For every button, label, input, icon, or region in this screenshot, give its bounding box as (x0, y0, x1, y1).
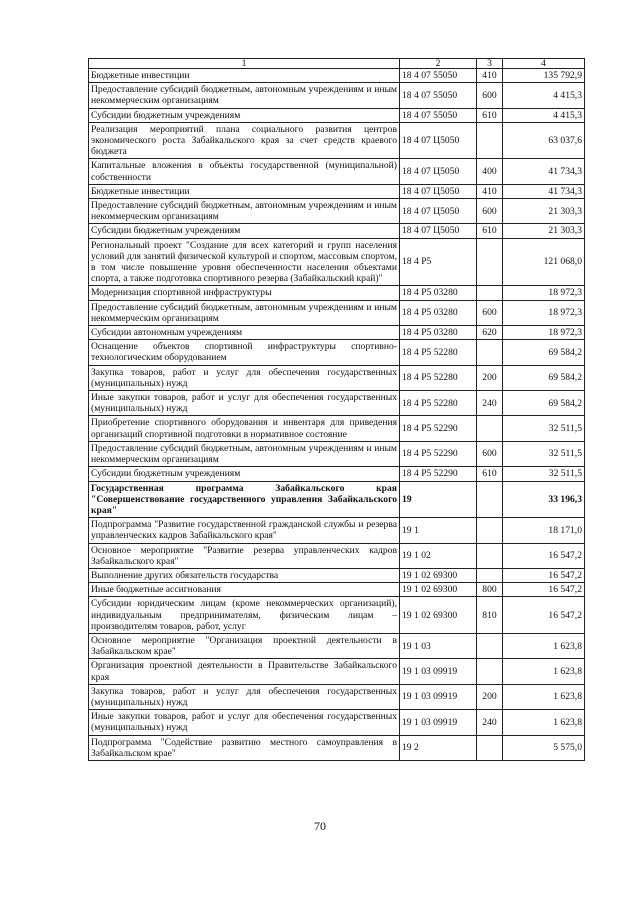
cell-expense-type: 410 (477, 69, 503, 83)
cell-amount: 32 511,5 (503, 441, 585, 466)
header-col-4: 4 (503, 59, 585, 69)
cell-name: Иные закупки товаров, работ и услуг для обеспечения государственных (муниципальных) нужд (89, 391, 400, 416)
cell-expense-type: 810 (477, 597, 503, 634)
cell-code: 18 4 P5 52290 (400, 416, 477, 441)
table-row (89, 300, 585, 325)
cell-code: 19 1 (400, 518, 477, 543)
cell-name: Предоставление субсидий бюджетным, автономным учреждениям и иным некоммерческим организациям (89, 199, 400, 224)
table-row (89, 633, 585, 658)
cell-code: 18 4 P5 52280 (400, 365, 477, 390)
table-row (89, 735, 585, 760)
cell-expense-type: 800 (477, 583, 503, 597)
cell-amount: 18 171,0 (503, 518, 585, 543)
cell-amount: 4 415,3 (503, 108, 585, 122)
cell-name: Выполнение других обязательств государства (89, 568, 400, 582)
table-row (89, 543, 585, 568)
cell-amount: 1 623,8 (503, 710, 585, 735)
cell-expense-type: 610 (477, 224, 503, 238)
cell-amount: 69 584,2 (503, 391, 585, 416)
table-row (89, 184, 585, 198)
cell-amount: 63 037,6 (503, 122, 585, 159)
cell-code: 18 4 P5 52280 (400, 340, 477, 365)
table-row (89, 122, 585, 159)
cell-name: Иные бюджетные ассигнования (89, 583, 400, 597)
cell-name: Субсидии бюджетным учреждениям (89, 224, 400, 238)
table-row (89, 597, 585, 634)
table-row (89, 83, 585, 108)
cell-name: Иные закупки товаров, работ и услуг для обеспечения государственных (муниципальных) нужд (89, 710, 400, 735)
table-row (89, 481, 585, 518)
cell-expense-type: 200 (477, 684, 503, 709)
cell-name: Оснащение объектов спортивной инфраструктуры спортивно-технологическим оборудованием (89, 340, 400, 365)
table-row (89, 518, 585, 543)
cell-amount: 1 623,8 (503, 659, 585, 684)
header-col-1: 1 (89, 59, 400, 69)
cell-name: Организация проектной деятельности в Правительстве Забайкальского края (89, 659, 400, 684)
page-number: 70 (314, 819, 326, 833)
cell-code: 18 4 P5 52290 (400, 441, 477, 466)
table-row (89, 684, 585, 709)
cell-code: 19 (400, 481, 477, 518)
cell-name: Подпрограмма "Содействие развитию местного самоуправления в Забайкальском крае" (89, 735, 400, 760)
cell-expense-type (477, 543, 503, 568)
table-row (89, 224, 585, 238)
cell-name: Предоставление субсидий бюджетным, автономным учреждениям и иным некоммерческим организациям (89, 441, 400, 466)
cell-code: 19 1 02 69300 (400, 568, 477, 582)
table-row (89, 286, 585, 300)
cell-expense-type: 600 (477, 300, 503, 325)
cell-expense-type (477, 518, 503, 543)
cell-code: 18 4 P5 03280 (400, 300, 477, 325)
cell-code: 18 4 07 Ц5050 (400, 122, 477, 159)
cell-amount: 16 547,2 (503, 597, 585, 634)
cell-amount: 16 547,2 (503, 568, 585, 582)
cell-amount: 32 511,5 (503, 467, 585, 481)
budget-table (88, 58, 585, 761)
table-row (89, 467, 585, 481)
cell-expense-type (477, 568, 503, 582)
cell-code: 18 4 P5 52280 (400, 391, 477, 416)
cell-code: 18 4 P5 (400, 238, 477, 286)
cell-name: Основное мероприятие "Организация проектной деятельности в Забайкальском крае" (89, 633, 400, 658)
cell-expense-type: 410 (477, 184, 503, 198)
cell-name: Субсидии бюджетным учреждениям (89, 108, 400, 122)
cell-name: Модернизация спортивной инфраструктуры (89, 286, 400, 300)
table-row (89, 159, 585, 184)
cell-name: Предоставление субсидий бюджетным, автономным учреждениям и иным некоммерческим организациям (89, 83, 400, 108)
cell-expense-type (477, 633, 503, 658)
cell-name: Субсидии автономным учреждениям (89, 326, 400, 340)
table-row (89, 69, 585, 83)
cell-code: 18 4 07 Ц5050 (400, 224, 477, 238)
table-row (89, 365, 585, 390)
cell-name: Предоставление субсидий бюджетным, автономным учреждениям и иным некоммерческим организациям (89, 300, 400, 325)
cell-expense-type: 200 (477, 365, 503, 390)
header-col-3: 3 (477, 59, 503, 69)
cell-expense-type (477, 735, 503, 760)
cell-code: 18 4 07 Ц5050 (400, 159, 477, 184)
table-header-row (89, 59, 585, 69)
cell-name: Бюджетные инвестиции (89, 184, 400, 198)
cell-expense-type (477, 340, 503, 365)
cell-name: Основное мероприятие "Развитие резерва управленческих кадров Забайкальского края" (89, 543, 400, 568)
cell-expense-type: 600 (477, 83, 503, 108)
cell-name: Подпрограмма "Развитие государственной гражданской службы и резерва управленческих кадров Забайкальского края" (89, 518, 400, 543)
cell-code: 18 4 P5 03280 (400, 326, 477, 340)
cell-expense-type (477, 122, 503, 159)
cell-amount: 32 511,5 (503, 416, 585, 441)
cell-code: 18 4 07 Ц5050 (400, 199, 477, 224)
table-row (89, 416, 585, 441)
table-row (89, 108, 585, 122)
cell-amount: 33 196,3 (503, 481, 585, 518)
cell-code: 18 4 07 55050 (400, 69, 477, 83)
cell-expense-type: 620 (477, 326, 503, 340)
cell-code: 18 4 P5 03280 (400, 286, 477, 300)
cell-code: 19 1 02 (400, 543, 477, 568)
cell-amount: 16 547,2 (503, 543, 585, 568)
cell-amount: 4 415,3 (503, 83, 585, 108)
cell-amount: 18 972,3 (503, 300, 585, 325)
table-row (89, 199, 585, 224)
cell-code: 18 4 P5 52290 (400, 467, 477, 481)
cell-amount: 69 584,2 (503, 365, 585, 390)
cell-expense-type (477, 286, 503, 300)
cell-amount: 21 303,3 (503, 224, 585, 238)
table-row (89, 441, 585, 466)
cell-amount: 5 575,0 (503, 735, 585, 760)
cell-name: Капитальные вложения в объекты государственной (муниципальной) собственности (89, 159, 400, 184)
cell-name: Государственная программа Забайкальского края "Совершенствование государственного управления Забайкальского края" (89, 481, 400, 518)
cell-code: 19 1 03 09919 (400, 710, 477, 735)
cell-expense-type (477, 481, 503, 518)
cell-amount: 121 068,0 (503, 238, 585, 286)
cell-code: 19 1 03 (400, 633, 477, 658)
cell-name: Региональный проект "Создание для всех категорий и групп населения условий для занятий физической культурой и спортом, массовым спортом, в том числе повышение уровня обеспеченности населения объектами спорта, а также подготовка спортивного резерва (Забайкальский край)" (89, 238, 400, 286)
cell-code: 18 4 07 55050 (400, 108, 477, 122)
cell-code: 18 4 07 55050 (400, 83, 477, 108)
cell-expense-type: 240 (477, 391, 503, 416)
table-row (89, 568, 585, 582)
cell-amount: 69 584,2 (503, 340, 585, 365)
cell-code: 19 1 03 09919 (400, 659, 477, 684)
cell-name: Закупка товаров, работ и услуг для обеспечения государственных (муниципальных) нужд (89, 684, 400, 709)
cell-code: 19 1 02 69300 (400, 597, 477, 634)
cell-expense-type (477, 238, 503, 286)
cell-expense-type: 400 (477, 159, 503, 184)
cell-expense-type: 600 (477, 441, 503, 466)
cell-code: 19 1 03 09919 (400, 684, 477, 709)
cell-name: Субсидии бюджетным учреждениям (89, 467, 400, 481)
table-row (89, 238, 585, 286)
cell-amount: 1 623,8 (503, 684, 585, 709)
cell-amount: 1 623,8 (503, 633, 585, 658)
cell-code: 19 1 02 69300 (400, 583, 477, 597)
cell-amount: 21 303,3 (503, 199, 585, 224)
header-col-2: 2 (400, 59, 477, 69)
table-row (89, 340, 585, 365)
cell-expense-type: 240 (477, 710, 503, 735)
cell-expense-type: 600 (477, 199, 503, 224)
cell-name: Реализация мероприятий плана социального развития центров экономического роста Забайкальского края за счет средств краевого бюджета (89, 122, 400, 159)
cell-expense-type (477, 416, 503, 441)
cell-expense-type: 610 (477, 108, 503, 122)
cell-amount: 135 792,9 (503, 69, 585, 83)
table-row (89, 326, 585, 340)
cell-name: Приобретение спортивного оборудования и инвентаря для приведения организаций спортивной подготовки в нормативное состояние (89, 416, 400, 441)
cell-amount: 41 734,3 (503, 159, 585, 184)
cell-expense-type: 610 (477, 467, 503, 481)
cell-code: 19 2 (400, 735, 477, 760)
cell-amount: 16 547,2 (503, 583, 585, 597)
cell-amount: 18 972,3 (503, 286, 585, 300)
table-row (89, 583, 585, 597)
table-row (89, 659, 585, 684)
cell-name: Закупка товаров, работ и услуг для обеспечения государственных (муниципальных) нужд (89, 365, 400, 390)
table-row (89, 710, 585, 735)
cell-amount: 18 972,3 (503, 326, 585, 340)
cell-expense-type (477, 659, 503, 684)
cell-amount: 41 734,3 (503, 184, 585, 198)
cell-code: 18 4 07 Ц5050 (400, 184, 477, 198)
table-body (89, 69, 585, 761)
cell-name: Субсидии юридическим лицам (кроме некоммерческих организаций), индивидуальным предпринимателям, физическим лицам – производителям товаров, работ, услуг (89, 597, 400, 634)
table-row (89, 391, 585, 416)
cell-name: Бюджетные инвестиции (89, 69, 400, 83)
